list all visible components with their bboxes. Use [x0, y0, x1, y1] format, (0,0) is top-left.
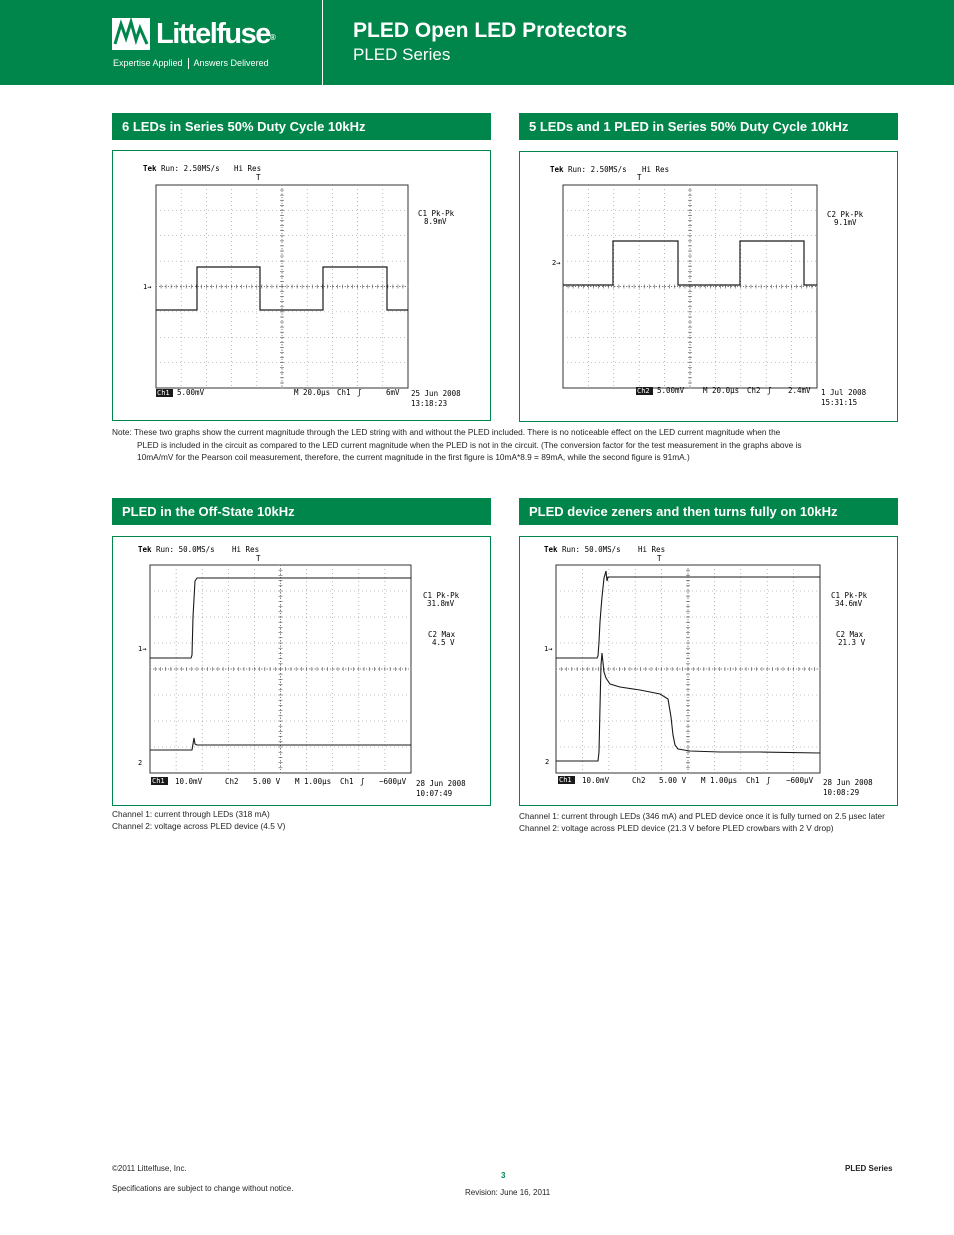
trigger-channel: Ch1	[337, 388, 351, 397]
trigger-marker: T	[657, 554, 662, 563]
page-number: 3	[501, 1171, 506, 1180]
channel-2-label: Ch2	[225, 777, 239, 786]
meas-1-label: C1 Pk-Pk	[831, 591, 868, 600]
scope-run: Run: 2.50MS/s	[568, 165, 627, 174]
oscilloscope-capture	[112, 536, 491, 806]
document-title: PLED Open LED Protectors	[353, 19, 628, 42]
page-header	[0, 0, 954, 85]
channel-marker: 1→	[544, 645, 553, 653]
timebase: M 20.0µs	[294, 388, 331, 397]
scope-run: Run: 50.0MS/s	[156, 545, 215, 554]
trigger-slope: ʃ	[360, 777, 365, 786]
meas-1-label: C1 Pk-Pk	[418, 209, 455, 218]
scope-mode: Hi Res	[234, 164, 262, 173]
channel-2-label: Ch2	[632, 776, 646, 785]
trigger-level: −600µV	[379, 777, 407, 786]
scope-brand: Tek	[544, 545, 558, 554]
channel-scale: 5.00mV	[657, 386, 685, 395]
trigger-level: −600µV	[786, 776, 814, 785]
oscilloscope-capture	[112, 150, 491, 421]
tagline-separator	[188, 58, 189, 69]
channel-marker: 1→	[138, 645, 147, 653]
timebase: M 1.00µs	[295, 777, 332, 786]
channel-2-marker: 2	[545, 758, 550, 766]
scope-mode: Hi Res	[638, 545, 666, 554]
trigger-level: 6mV	[386, 388, 400, 397]
scope-run: Run: 50.0MS/s	[562, 545, 621, 554]
scope-grid	[150, 565, 411, 773]
meas-2-label: C2 Max	[428, 630, 456, 639]
trigger-channel: Ch1	[746, 776, 760, 785]
disclaimer: Specifications are subject to change without notice.	[112, 1184, 294, 1193]
scope-brand: Tek	[138, 545, 152, 554]
channel-tag: Ch1	[152, 777, 165, 785]
scope-mode: Hi Res	[232, 545, 260, 554]
capture-time: 10:08:29	[823, 788, 860, 797]
section-title: 5 LEDs and 1 PLED in Series 50% Duty Cycle 10kHz	[519, 113, 898, 140]
capture-date: 28 Jun 2008	[416, 779, 466, 788]
section-title: 6 LEDs in Series 50% Duty Cycle 10kHz	[112, 113, 491, 140]
meas-2-value: 4.5 V	[432, 638, 455, 647]
header-divider	[322, 0, 323, 85]
channel-tag: Ch1	[559, 776, 572, 784]
timebase: M 20.0µs	[703, 386, 740, 395]
channel-scale: 10.0mV	[175, 777, 203, 786]
meas-1-value: 34.6mV	[835, 599, 863, 608]
note-line: PLED is included in the circuit as compared to the LED current magnitude when the PLED is not in the circuit. (The conversion factor for the test measurement in the graphs above is	[137, 439, 802, 450]
capture-time: 10:07:49	[416, 789, 453, 798]
copyright: ©2011 Littelfuse, Inc.	[112, 1164, 187, 1173]
scope-grid	[563, 185, 817, 388]
trigger-marker: T	[637, 173, 642, 182]
scope-screen	[113, 537, 490, 805]
trigger-slope: ʃ	[357, 388, 362, 397]
tagline-right: Answers Delivered	[193, 58, 269, 68]
caption-channel-2: Channel 2: voltage across PLED device (4.5 V)	[112, 821, 286, 831]
capture-date: 1 Jul 2008	[821, 388, 867, 397]
timebase: M 1.00µs	[701, 776, 738, 785]
trigger-channel: Ch1	[340, 777, 354, 786]
meas-1-value: 31.8mV	[427, 599, 455, 608]
capture-time: 13:18:23	[411, 399, 448, 408]
meas-1-value: 9.1mV	[834, 218, 857, 227]
revision: Revision: June 16, 2011	[465, 1188, 551, 1197]
brand-logo: Littelfuse®	[156, 18, 275, 50]
channel-scale: 10.0mV	[582, 776, 610, 785]
capture-date: 25 Jun 2008	[411, 389, 461, 398]
tagline	[113, 57, 269, 69]
section-title: PLED in the Off-State 10kHz	[112, 498, 491, 525]
channel-2-scale: 5.00 V	[253, 777, 281, 786]
trigger-level: 2.4mV	[788, 386, 811, 395]
channel-tag: Ch2	[637, 387, 650, 395]
caption-channel-1: Channel 1: current through LEDs (346 mA) and PLED device once it is fully turned on 2.5 µsec later	[519, 811, 885, 821]
scope-screen	[113, 151, 490, 420]
note-line: 10mA/mV for the Pearson coil measurement, therefore, the current magnitude in the first figure is 10mA*8.9 = 89mA, while the second figure is 91mA.)	[137, 452, 690, 462]
trigger-slope: ʃ	[766, 776, 771, 785]
littelfuse-logo-icon	[112, 18, 150, 50]
oscilloscope-capture	[519, 536, 898, 806]
trigger-slope: ʃ	[767, 386, 772, 395]
oscilloscope-capture	[519, 151, 898, 422]
trigger-marker: T	[256, 554, 261, 563]
note-line: Note: These two graphs show the current magnitude through the LED string with and without the PLED included. There is no noticeable effect on the LED current magnitude when the	[112, 427, 781, 437]
meas-2-value: 21.3 V	[838, 638, 866, 647]
channel-marker: 1→	[143, 283, 152, 291]
scope-grid	[156, 185, 408, 388]
registered-mark: ®	[269, 33, 275, 42]
series-label: PLED Series	[845, 1164, 893, 1173]
meas-1-label: C1 Pk-Pk	[423, 591, 460, 600]
measurement-note	[112, 426, 896, 464]
channel-tag: Ch1	[157, 389, 170, 397]
channel-1-trace	[556, 571, 820, 658]
scope-mode: Hi Res	[642, 165, 670, 174]
capture-time: 15:31:15	[821, 398, 858, 407]
meas-1-value: 8.9mV	[424, 217, 447, 226]
scope-grid	[556, 565, 820, 773]
trigger-marker: T	[256, 173, 261, 182]
scope-run: Run: 2.50MS/s	[161, 164, 220, 173]
trigger-channel: Ch2	[747, 386, 761, 395]
scope-screen	[520, 537, 897, 805]
scope-brand: Tek	[143, 164, 157, 173]
channel-scale: 5.00mV	[177, 388, 205, 397]
channel-2-scale: 5.00 V	[659, 776, 687, 785]
channel-2-marker: 2	[138, 759, 143, 767]
scope-brand: Tek	[550, 165, 564, 174]
tagline-left: Expertise Applied	[113, 58, 183, 68]
capture-date: 28 Jun 2008	[823, 778, 873, 787]
document-subtitle: PLED Series	[353, 45, 451, 64]
caption-channel-1: Channel 1: current through LEDs (318 mA)	[112, 809, 270, 819]
channel-marker: 2→	[552, 259, 561, 267]
scope-screen	[520, 152, 897, 421]
section-title: PLED device zeners and then turns fully on 10kHz	[519, 498, 898, 525]
meas-1-label: C2 Pk-Pk	[827, 210, 864, 219]
meas-2-label: C2 Max	[836, 630, 864, 639]
caption-channel-2: Channel 2: voltage across PLED device (21.3 V before PLED crowbars with 2 V drop)	[519, 823, 834, 833]
